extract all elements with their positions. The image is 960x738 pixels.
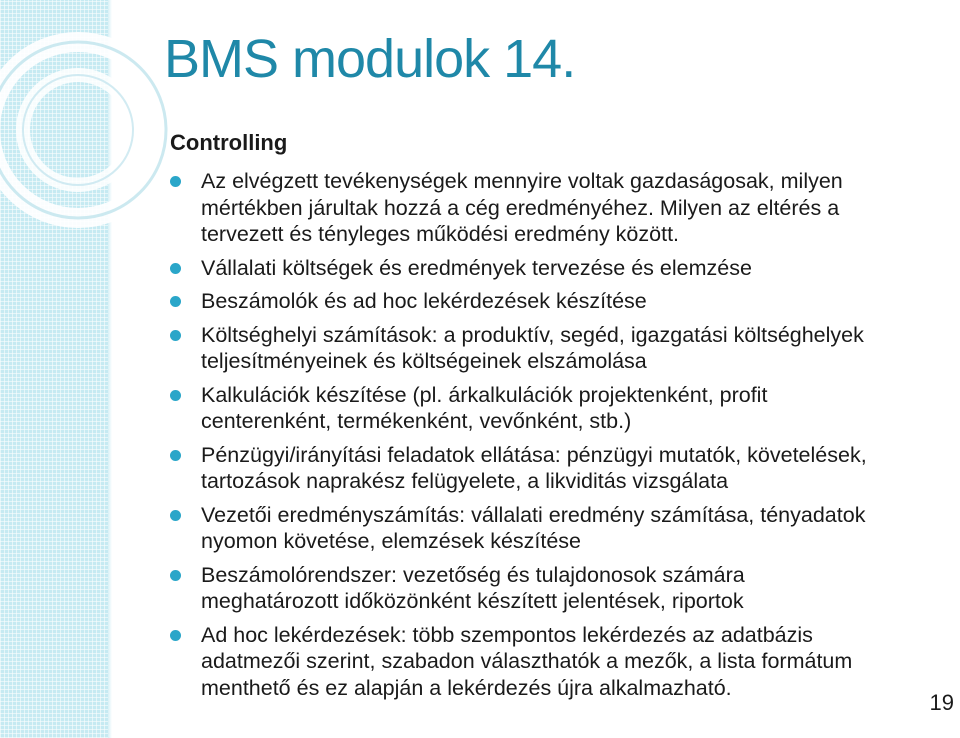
bullet-line: mértékben járultak hozzá a cég eredményéhez. Milyen az eltérés a [201, 195, 840, 220]
bullet-line: teljesítményeinek és költségeinek elszámolása [201, 349, 647, 373]
bullet-line: Pénzügyi/irányítási feladatok ellátása: pénzügyi mutatók, követelések, [201, 442, 867, 467]
bullet-line: tervezett és tényleges működési eredmény között. [201, 222, 680, 246]
bullet-line: Az elvégzett tevékenységek mennyire voltak gazdaságosak, milyen [201, 169, 843, 193]
bullet-line: centerenként, termékenként, vevőnként, stb.) [201, 409, 632, 433]
bullet-dot-icon [170, 450, 181, 461]
bullet-dot-icon [170, 390, 181, 401]
decorative-rings [0, 0, 180, 300]
bullet-dot-icon [170, 176, 181, 187]
bullet-line: nyomon követése, elemzések készítése [201, 529, 582, 553]
bullet-line: Költséghelyi számítások: a produktív, segéd, igazgatási költséghelyek [201, 322, 864, 347]
section-heading: Controlling [170, 130, 288, 155]
bullet-dot-icon [170, 510, 181, 521]
bullet-dot-icon [170, 263, 181, 274]
bullet-item [170, 502, 960, 555]
bullet-item [170, 255, 960, 282]
bullet-item [170, 622, 960, 702]
page-number: 19 [929, 690, 954, 715]
bullet-line: Beszámolók és ad hoc lekérdezések készítése [201, 289, 647, 313]
bullet-line: meghatározott időközönként készített jelentések, riportok [201, 589, 744, 613]
bullet-item [170, 562, 960, 615]
bullet-dot-icon [170, 330, 181, 341]
bullet-line: Ad hoc lekérdezések: több szempontos lekérdezés az adatbázis [201, 622, 813, 647]
bullet-line: Kalkulációk készítése (pl. árkalkulációk projektenként, profit [201, 382, 768, 407]
bullet-item [170, 288, 960, 315]
bullet-dot-icon [170, 296, 181, 307]
bullet-dot-icon [170, 570, 181, 581]
bullet-line: Vezetői eredményszámítás: vállalati eredmény számítása, tényadatok [201, 502, 866, 527]
bullet-line: menthető és ez alapján a lekérdezés újra alkalmazható. [201, 675, 732, 700]
bullet-line: Beszámolórendszer: vezetőség és tulajdonosok számára [201, 562, 745, 587]
slide-content [170, 128, 960, 708]
bullet-item [170, 442, 960, 495]
bullet-line: adatmezői szerint, szabadon választhatók a mezők, a lista formátum [201, 649, 853, 673]
bullet-list [170, 168, 960, 701]
bullet-line: tartozások naprakész felügyelete, a likviditás vizsgálata [201, 469, 729, 493]
bullet-item [170, 382, 960, 435]
bullet-item [170, 168, 960, 248]
bullet-line: Vállalati költségek és eredmények tervezése és elemzése [201, 255, 752, 280]
bullet-dot-icon [170, 630, 181, 641]
slide-title: BMS modulok 14. [164, 29, 576, 89]
bullet-item [170, 322, 960, 375]
